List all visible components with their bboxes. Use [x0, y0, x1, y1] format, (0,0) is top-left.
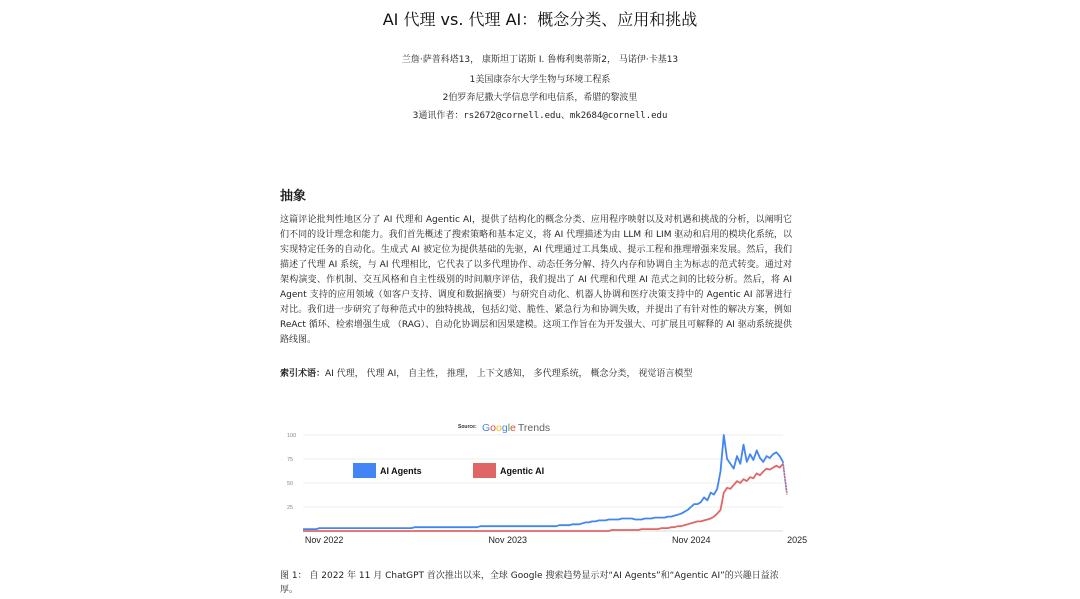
y-tick-label: 75 [287, 457, 294, 463]
y-axis [287, 433, 296, 511]
chart-legend [353, 463, 544, 478]
correspondence-emails: rs2672@cornell.edu、mk2684@cornell.edu [463, 111, 668, 121]
x-tick-label: Nov 2022 [304, 535, 344, 545]
legend-label: AI Agents [380, 466, 422, 476]
x-tick-label: Nov 2024 [671, 535, 711, 545]
chart-grid [303, 435, 783, 531]
y-tick-label: 50 [287, 481, 294, 487]
legend-swatch [353, 463, 376, 478]
x-tick-label: 2025 [787, 535, 808, 545]
y-tick-label: 25 [287, 505, 294, 511]
brand-suffix: Trends [517, 422, 551, 434]
brand-letter: G [482, 422, 491, 434]
google-trends-chart [285, 418, 808, 553]
figure-caption: 图 1： 自 2022 年 11 月 ChatGPT 首次推出以来，全球 Google 搜索趋势显示对“AI Agents”和“Agentic AI”的兴趣日益浓厚。 [280, 571, 779, 595]
series-line [303, 435, 783, 529]
source-brand-logo [482, 422, 550, 434]
legend-label: Agentic AI [500, 466, 545, 476]
figure-1 [285, 418, 808, 557]
y-tick-label: 100 [287, 433, 297, 439]
abstract-heading: 抽象 [280, 189, 307, 204]
brand-letter: l [507, 422, 511, 434]
x-axis [305, 535, 807, 545]
brand-letter: o [496, 422, 502, 434]
paper-title: AI 代理 vs. 代理 AI：概念分类、应用和挑战 [382, 10, 698, 29]
correspondence [0, 108, 1080, 121]
x-tick-label: Nov 2023 [488, 535, 527, 545]
index-terms-label: 索引术语： [280, 369, 326, 379]
author-list: 兰詹·萨普科塔13， 康斯坦丁诺斯 I. 鲁梅利奥蒂斯2， 马诺伊·卡基13 [401, 55, 679, 65]
brand-letter: o [490, 422, 497, 434]
chart-source [458, 422, 550, 434]
abstract-text: 这篇评论批判性地区分了 AI 代理和 Agentic AI，提供了结构化的概念分类、应用程序映射以及对机遇和挑战的分析，以阐明它们不同的设计理念和能力。我们首先概述了搜索策略和基本定义，将 AI 代理描述为由 LLM 和 LIM 驱动和启用的模块化系统，以实现特定任务的自动化。生成式 AI 被定位为提供基础的先驱，AI 代理通过工具集成、提示工程和推理增强来发展。然后，我们描述了代理 AI 系统，与 AI 代理相比，它代表了以多代理协作、动态任务分解、持久内存和协调自主为标志的范式转变。通过对架构演变、作机制、交互风格和自主性级别的时间顺序评估，我们提出了 AI 代理和代理 AI 范式之间的比较分析。然后，将 AI Agent 支持的应用领域（如客户支持、调度和数据摘要）与研究自动化、机器人协调和医疗决策支持中的 Agentic AI 部署进行对比。我们进一步研究了每种范式中的独特挑战，包括幻觉、脆性、紧急行为和协调失败，并提出了有针对性的解决方案，例如 ReAct 循环、检索增强生成 （RAG）、自动化协调层和因果建模。这项工作旨在为开发强大、可扩展且可解释的 AI 驱动系统提供路线图。 [280, 215, 792, 345]
brand-letter: g [501, 422, 508, 434]
source-label: Source: [458, 424, 477, 430]
brand-letter: e [510, 422, 516, 434]
affiliation-2: 2伯罗奔尼撒大学信息学和电信系，希腊的黎波里 [442, 93, 638, 103]
index-terms [280, 366, 800, 379]
correspondence-label: 3通讯作者： [412, 111, 464, 121]
legend-swatch [473, 463, 496, 478]
affiliation-1: 1美国康奈尔大学生物与环境工程系 [469, 75, 611, 85]
index-terms-list: AI 代理， 代理 AI， 自主性， 推理， 上下文感知， 多代理系统， 概念分类， 视觉语言模型 [325, 369, 693, 379]
